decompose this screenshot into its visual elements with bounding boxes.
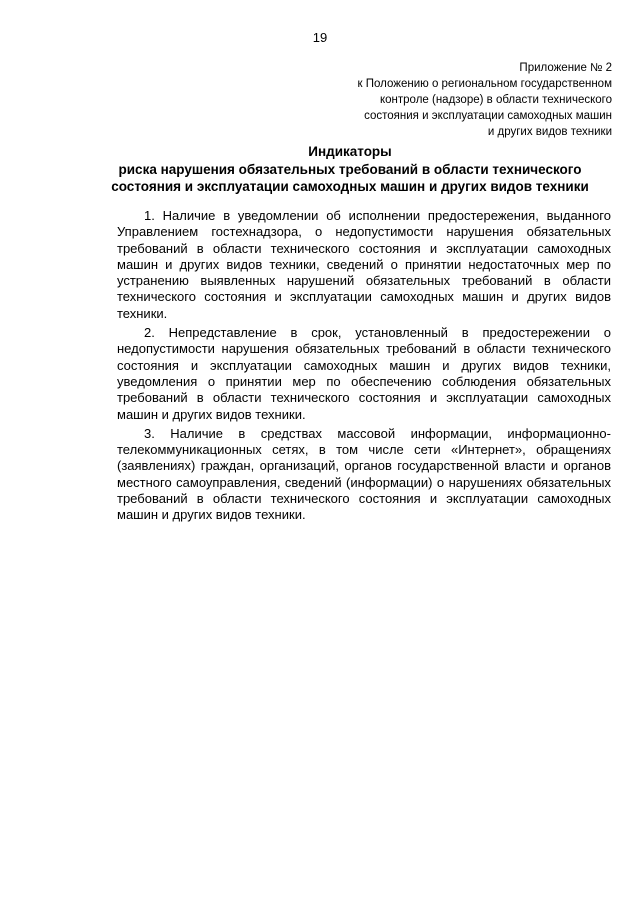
paragraph-3: 3. Наличие в средствах массовой информации, информационно-телекоммуникационных сетях, в том числе сети «Интернет», обращениях (заявлениях) граждан, организаций, органов государственной власти и органов местного самоуправления, сведений (информации) о нарушениях обязательных требований в области технического состояния и эксплуатации самоходных машин и других видов техники. bbox=[117, 425, 611, 523]
appendix-line: контроле (надзоре) в области технического bbox=[379, 94, 612, 106]
document-body bbox=[117, 208, 611, 527]
appendix-line: Приложение № 2 bbox=[519, 62, 612, 74]
appendix-line: к Положению о региональном государственном bbox=[357, 78, 612, 90]
appendix-line: и других видов техники bbox=[487, 126, 612, 138]
appendix-note bbox=[358, 60, 612, 140]
paragraph-2: 2. Непредставление в срок, установленный в предостережении о недопустимости нарушения обязательных требований в области технического состояния и эксплуатации самоходных машин и других видов техники, уведомления о принятии мер по обеспечению соблюдения обязательных требований в области технического состояния и эксплуатации самоходных машин и других видов техники. bbox=[117, 325, 611, 422]
title-line: состояния и эксплуатации самоходных машин и других видов техники bbox=[111, 179, 589, 194]
title-line: Индикаторы bbox=[308, 144, 392, 159]
page-number: 19 bbox=[312, 30, 328, 45]
appendix-line: состояния и эксплуатации самоходных машин bbox=[364, 110, 612, 122]
paragraph-1: 1. Наличие в уведомлении об исполнении предостережения, выданного Управлением гостехнадзора, о недопустимости нарушения обязательных требований в области технического состояния и эксплуатации самоходных машин и других видов техники, сведений о принятии недостаточных мер по устранению выявленных нарушений обязательных требований в области технического состояния и эксплуатации самоходных машин и других видов техники. bbox=[117, 208, 611, 321]
document-title bbox=[80, 143, 620, 196]
title-line: риска нарушения обязательных требований в области технического bbox=[118, 161, 582, 177]
